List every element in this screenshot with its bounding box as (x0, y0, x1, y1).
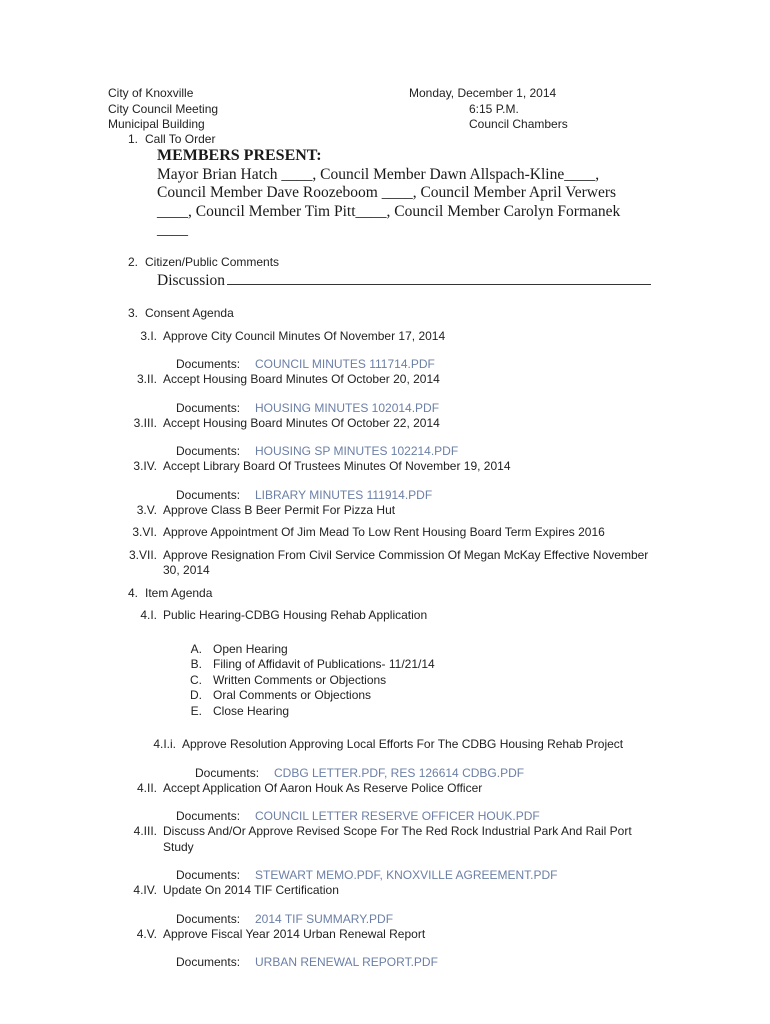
agenda-body (0, 132, 770, 970)
item-number: 3. (127, 306, 138, 320)
documents-row (0, 868, 770, 883)
item-label: Accept Application Of Aaron Houk As Reserve Police Officer (163, 780, 483, 795)
step-letter: C. (190, 672, 202, 687)
item-number: 3.VII. (128, 547, 157, 562)
meeting-room: Council Chambers (469, 117, 568, 131)
step-label: Oral Comments or Objections (213, 688, 372, 702)
item-number: 3.VI. (132, 525, 157, 539)
item-number: 4.IV. (133, 883, 157, 897)
item-number: 4.I.i. (153, 737, 176, 751)
item-label: Approve Class B Beer Permit For Pizza Hut (163, 502, 396, 517)
item-label: Accept Housing Board Minutes Of October 20, 2014 (163, 372, 440, 386)
discussion-label: Discussion (157, 272, 226, 289)
discussion-blank[interactable] (227, 271, 651, 285)
document-link[interactable]: 2014 TIF SUMMARY.PDF (255, 911, 394, 926)
agenda-item-item-agenda (0, 586, 770, 602)
item-label: Accept Library Board Of Trustees Minutes Of November 19, 2014 (163, 459, 511, 473)
consent-item (0, 503, 770, 519)
discussion-line (157, 271, 770, 290)
city-name: City of Knoxville (108, 86, 194, 100)
agenda-item-consent (0, 306, 770, 322)
meeting-name: City Council Meeting (108, 101, 219, 116)
item-number: 4.I. (140, 608, 157, 622)
item-label: Update On 2014 TIF Certification (163, 883, 339, 897)
agenda-subitem (0, 927, 770, 943)
members-present (157, 147, 637, 240)
members-heading: MEMBERS PRESENT: (157, 147, 322, 164)
item-label: Consent Agenda (145, 306, 234, 320)
step-letter: A. (190, 641, 202, 656)
step-label: Written Comments or Objections (213, 672, 387, 687)
agenda-item-citizen-comments (0, 255, 770, 271)
item-label: Citizen/Public Comments (145, 254, 280, 269)
documents-label: Documents: (176, 357, 241, 371)
item-label: Item Agenda (145, 585, 213, 600)
agenda-subitem (0, 883, 770, 899)
hearing-step (0, 688, 770, 704)
step-letter: D. (190, 688, 202, 702)
item-label: Accept Housing Board Minutes Of October 22, 2014 (163, 415, 440, 430)
consent-item (0, 416, 770, 432)
hearing-step (0, 704, 770, 720)
documents-label: Documents: (195, 765, 260, 780)
documents-label: Documents: (176, 955, 241, 969)
item-label: Approve Resolution Approving Local Efforts For The CDBG Housing Rehab Project (182, 737, 624, 751)
document-link[interactable]: URBAN RENEWAL REPORT.PDF (255, 955, 438, 969)
document-link[interactable]: HOUSING MINUTES 102014.PDF (255, 400, 440, 415)
agenda-subitem (0, 608, 770, 624)
document-link[interactable]: COUNCIL MINUTES 111714.PDF (255, 357, 435, 371)
item-number: 1. (127, 132, 138, 146)
building-name: Municipal Building (108, 117, 205, 131)
agenda-item-call-to-order (0, 132, 770, 147)
item-number: 4.III. (133, 824, 157, 838)
item-number: 3.V. (136, 502, 157, 517)
hearing-step (0, 657, 770, 673)
documents-label: Documents: (176, 444, 241, 458)
consent-item (0, 372, 770, 388)
item-number: 3.IV. (133, 459, 157, 473)
step-label: Open Hearing (213, 641, 288, 656)
step-label: Filing of Affidavit of Publications- 11/21/14 (213, 657, 435, 671)
hearing-step (0, 642, 770, 658)
agenda-subitem (0, 781, 770, 797)
step-letter: B. (190, 657, 202, 671)
document-link[interactable]: COUNCIL LETTER RESERVE OFFICER HOUK.PDF (255, 809, 540, 823)
item-number: 3.II. (136, 372, 157, 386)
document-link[interactable]: CDBG LETTER.PDF, RES 126614 CDBG.PDF (274, 765, 525, 780)
consent-item (0, 329, 770, 345)
agenda-subitem (0, 824, 770, 855)
consent-item (0, 525, 770, 541)
documents-row (0, 912, 770, 927)
item-number: 4. (127, 585, 138, 600)
documents-label: Documents: (176, 911, 241, 926)
step-label: Close Hearing (213, 703, 290, 718)
consent-item (0, 548, 770, 579)
step-letter: E. (190, 703, 202, 718)
documents-row (0, 401, 770, 416)
documents-label: Documents: (176, 400, 241, 415)
documents-row (0, 444, 770, 459)
item-number: 4.II. (136, 780, 157, 795)
item-label: Call To Order (145, 132, 216, 146)
item-label: Approve City Council Minutes Of November 17, 2014 (163, 328, 446, 343)
meeting-time: 6:15 P.M. (469, 101, 519, 116)
documents-label: Documents: (176, 809, 241, 823)
documents-row (0, 357, 770, 372)
item-label: Approve Resignation From Civil Service Commission Of Megan McKay Effective November 30, 2014 (163, 547, 649, 577)
documents-row (0, 955, 770, 970)
item-number: 3.I. (140, 328, 157, 343)
members-list: Mayor Brian Hatch ____, Council Member Dawn Allspach-Kline____, Council Member Dave Roozeboom ____, Council Member April Verwers ____, Council Member Tim Pitt____, Council Member Carolyn Formanek ____ (157, 165, 621, 238)
meeting-date: Monday, December 1, 2014 (409, 86, 557, 100)
document-link[interactable]: STEWART MEMO.PDF, KNOXVILLE AGREEMENT.PDF (255, 868, 558, 882)
documents-row (0, 809, 770, 824)
document-link[interactable]: LIBRARY MINUTES 111914.PDF (255, 487, 433, 502)
documents-row (0, 766, 770, 781)
item-label: Approve Appointment Of Jim Mead To Low Rent Housing Board Term Expires 2016 (163, 525, 605, 539)
consent-item (0, 459, 770, 475)
item-number: 2. (127, 254, 138, 269)
documents-label: Documents: (176, 868, 241, 882)
item-label: Public Hearing-CDBG Housing Rehab Application (163, 608, 428, 622)
item-label: Discuss And/Or Approve Revised Scope For The Red Rock Industrial Park And Rail Port Study (163, 824, 632, 854)
item-number: 3.III. (133, 415, 157, 430)
hearing-step (0, 673, 770, 689)
document-link[interactable]: HOUSING SP MINUTES 102214.PDF (255, 444, 459, 458)
agenda-subsubitem (0, 737, 770, 753)
agenda-header (0, 86, 770, 133)
item-label: Approve Fiscal Year 2014 Urban Renewal Report (163, 926, 426, 941)
documents-row (0, 488, 770, 503)
item-number: 4.V. (136, 926, 157, 941)
documents-label: Documents: (176, 487, 241, 502)
